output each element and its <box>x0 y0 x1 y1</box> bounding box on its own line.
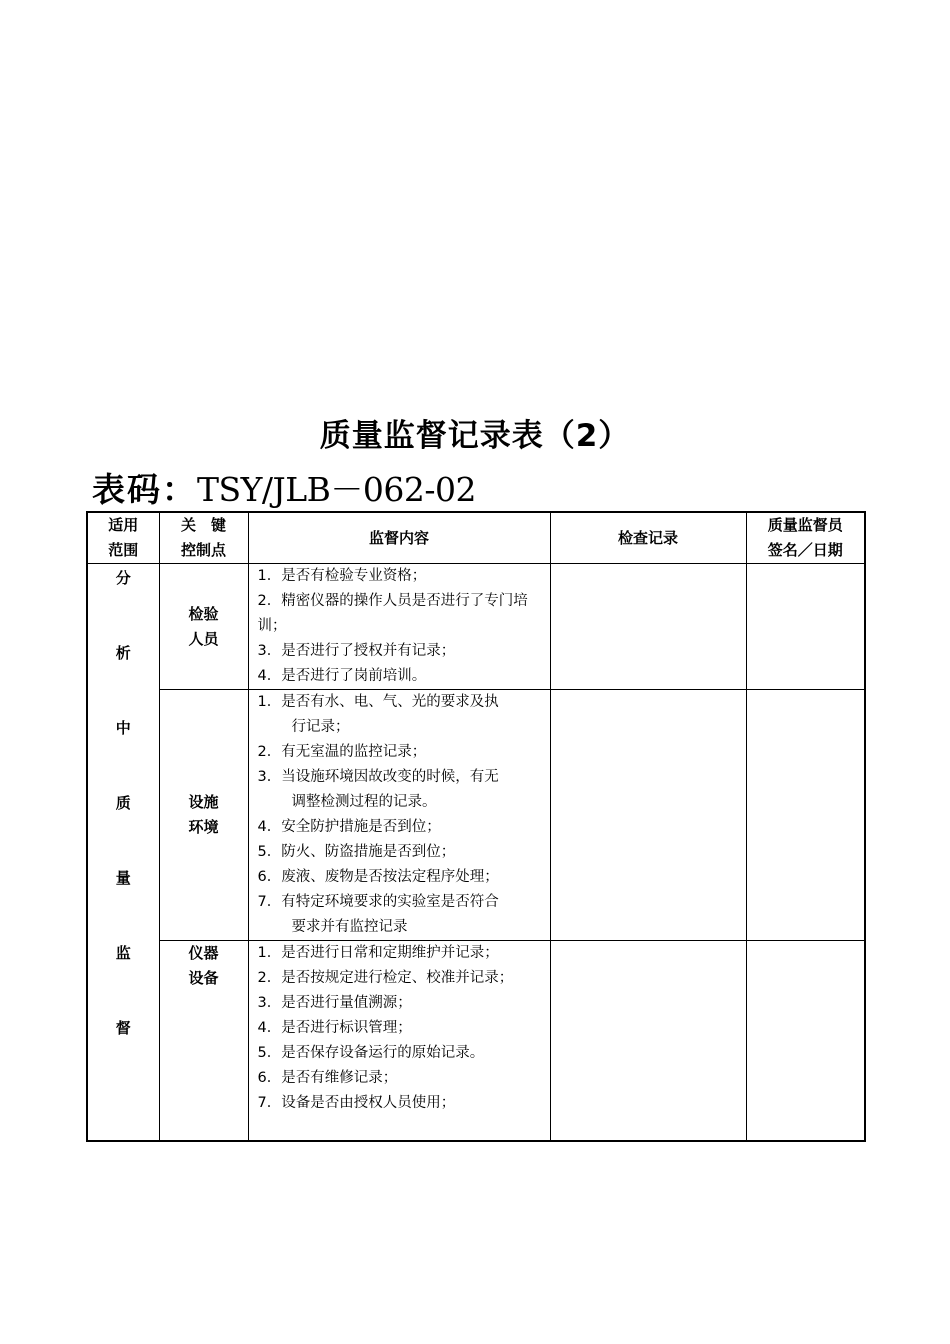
list-item: 7．设备是否由授权人员使用； <box>257 1095 456 1111</box>
form-code-value: TSY/JLB－062-02 <box>197 470 477 509</box>
list-item: 5．是否保存设备运行的原始记录。 <box>257 1045 485 1061</box>
scope-char: 中 <box>115 719 131 737</box>
list-item: 3．是否进行量值溯源； <box>257 995 412 1011</box>
header-row <box>87 512 865 564</box>
list-item-continuation: 行记录； <box>291 719 350 735</box>
record-cell[interactable] <box>550 941 746 1141</box>
list-item: 3．是否进行了授权并有记录； <box>257 643 456 659</box>
list-item: 4．是否进行标识管理； <box>257 1020 412 1036</box>
list-item: 6．废液、废物是否按法定程序处理； <box>257 869 499 885</box>
header-record: 检查记录 <box>550 512 746 564</box>
header-key-point <box>159 512 248 564</box>
content-cell <box>248 690 550 941</box>
table-row <box>87 941 865 1141</box>
key-point-cell <box>159 564 248 690</box>
form-code <box>92 464 476 511</box>
list-item: 1．是否进行日常和定期维护并记录； <box>257 945 499 961</box>
sign-cell[interactable] <box>746 690 865 941</box>
scope-char: 析 <box>115 644 131 662</box>
list-item-continuation: 要求并有监控记录 <box>291 919 408 935</box>
list-item: 4．安全防护措施是否到位； <box>257 819 441 835</box>
key-point-line: 检验 <box>188 604 219 623</box>
content-cell <box>248 941 550 1141</box>
key-point-cell <box>159 690 248 941</box>
header-sign-line2: 签名／日期 <box>767 541 843 559</box>
scope-char: 量 <box>115 869 131 887</box>
header-key-line2: 控制点 <box>180 541 226 559</box>
header-key-line1: 关 键 <box>180 516 226 534</box>
header-sign <box>746 512 865 564</box>
scope-char: 分 <box>115 569 131 587</box>
scope-char: 质 <box>115 794 131 812</box>
record-cell[interactable] <box>550 690 746 941</box>
supervision-table <box>86 511 866 1142</box>
table-row <box>87 690 865 941</box>
key-point-line: 设施 <box>188 793 219 811</box>
list-item: 3．当设施环境因故改变的时候，有无 <box>257 769 499 785</box>
list-item: 4．是否进行了岗前培训。 <box>257 668 427 684</box>
list-item: 6．是否有维修记录； <box>257 1070 398 1086</box>
table-row <box>87 564 865 690</box>
key-point-line: 环境 <box>188 818 219 836</box>
content-cell <box>248 564 550 690</box>
sign-cell[interactable] <box>746 941 865 1141</box>
scope-cell <box>87 564 159 1141</box>
key-point-line: 设备 <box>188 969 219 987</box>
key-point-line: 人员 <box>188 629 219 648</box>
form-title: 质量监督记录表（2） <box>319 418 631 454</box>
list-item: 1．是否有检验专业资格； <box>257 568 427 584</box>
sign-cell[interactable] <box>746 564 865 690</box>
list-item-continuation: 调整检测过程的记录。 <box>291 794 437 810</box>
key-point-cell <box>159 941 248 1141</box>
scope-char: 督 <box>115 1019 131 1037</box>
list-item: 2．有无室温的监控记录； <box>257 744 427 760</box>
list-item: 7．有特定环境要求的实验室是否符合 <box>257 894 499 910</box>
key-point-line: 仪器 <box>188 944 219 962</box>
list-item: 2．精密仪器的操作人员是否进行了专门培训； <box>257 593 528 634</box>
record-cell[interactable] <box>550 564 746 690</box>
scope-char: 监 <box>115 944 131 962</box>
list-item: 2．是否按规定进行检定、校准并记录； <box>257 970 514 986</box>
header-sign-line1: 质量监督员 <box>767 516 843 534</box>
header-content: 监督内容 <box>248 512 550 564</box>
header-scope-line1: 适用 <box>108 516 139 534</box>
header-scope-line2: 范围 <box>108 541 139 559</box>
header-scope <box>87 512 159 564</box>
list-item: 5．防火、防盗措施是否到位； <box>257 844 456 860</box>
list-item: 1．是否有水、电、气、光的要求及执 <box>257 694 499 710</box>
form-code-label: 表码： <box>92 470 197 509</box>
